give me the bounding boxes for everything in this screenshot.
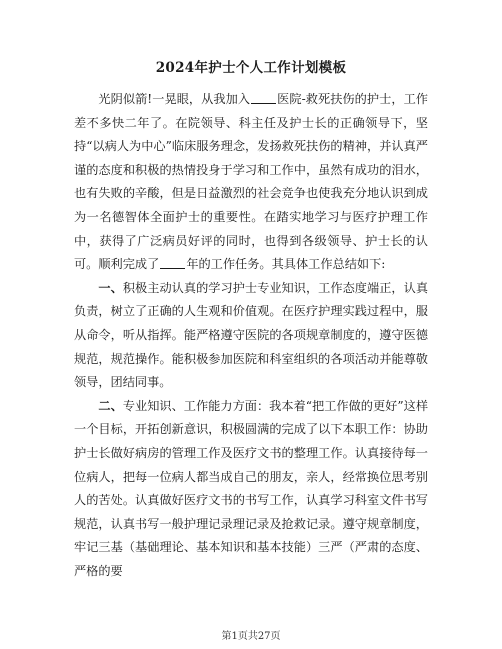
section-1-number: 一、 [98,280,123,295]
intro-text-part-3: 年的工作任务。其具体工作总结如下: [186,257,386,272]
section-2-text: 专业知识、工作能力方面：我本着“把工作做的更好”这样一个目标，开拓创新意识，积极圆满的完成了以下本职工作：协助护士长做好病房的管理工作及医疗文书的整理工作。认真接待每一位病人，把每一位病人都当成自己的朋友，亲人，经常换位思考别人的苦处。认真做好医疗文书的书写工作，认真学习科室文件书写规范，认真书写一般护理记录理记录及抢救记录。遵守规章制度，牢记三基（基础理论、基本知识和基本技能）三严（严肃的态度、严格的要 [74,398,429,578]
fill-in-blank [160,256,185,269]
intro-text-part-1: 光阴似箭!一晃眼，从我加入 [98,92,251,106]
document-body [74,88,428,583]
page-footer: 第1页共27页 [221,631,281,642]
section-1-text: 积极主动认真的学习护士专业知识，工作态度端正，认真负责，树立了正确的人生观和价值观。在医疗护理实践过程中，服从命令，听从指挥。能严格遵守医院的各项规章制度的，遵守医德规范，规范操作。能积极参加医院和科室组织的各项活动并能尊敬领导，团结同事。 [74,280,429,390]
fill-in-blank [251,91,276,104]
document-title: 2024年护士个人工作计划模板 [155,60,347,76]
paragraph-intro [74,88,428,277]
section-2-number: 二、 [98,398,123,413]
paragraph-section-1 [74,277,428,395]
intro-text-part-2: 医院-救死扶伤的护士，工作差不多快二年了。在院领导、科主任及护士长的正确领导下，坚持“以病人为中心”临床服务理念，发扬救死扶伤的精神，并认真严谨的态度和积极的热情投身于学习和工作中，虽然有成功的泪水，也有失败的辛酸，但是日益激烈的社会竞争也使我充分地认识到成为一名德智体全面护士的重要性。在踏实地学习与医疗护理工作中，获得了广泛病员好评的同时，也得到各级领导、护士长的认可。顺利完成了 [74,92,428,272]
paragraph-section-2 [74,395,428,584]
